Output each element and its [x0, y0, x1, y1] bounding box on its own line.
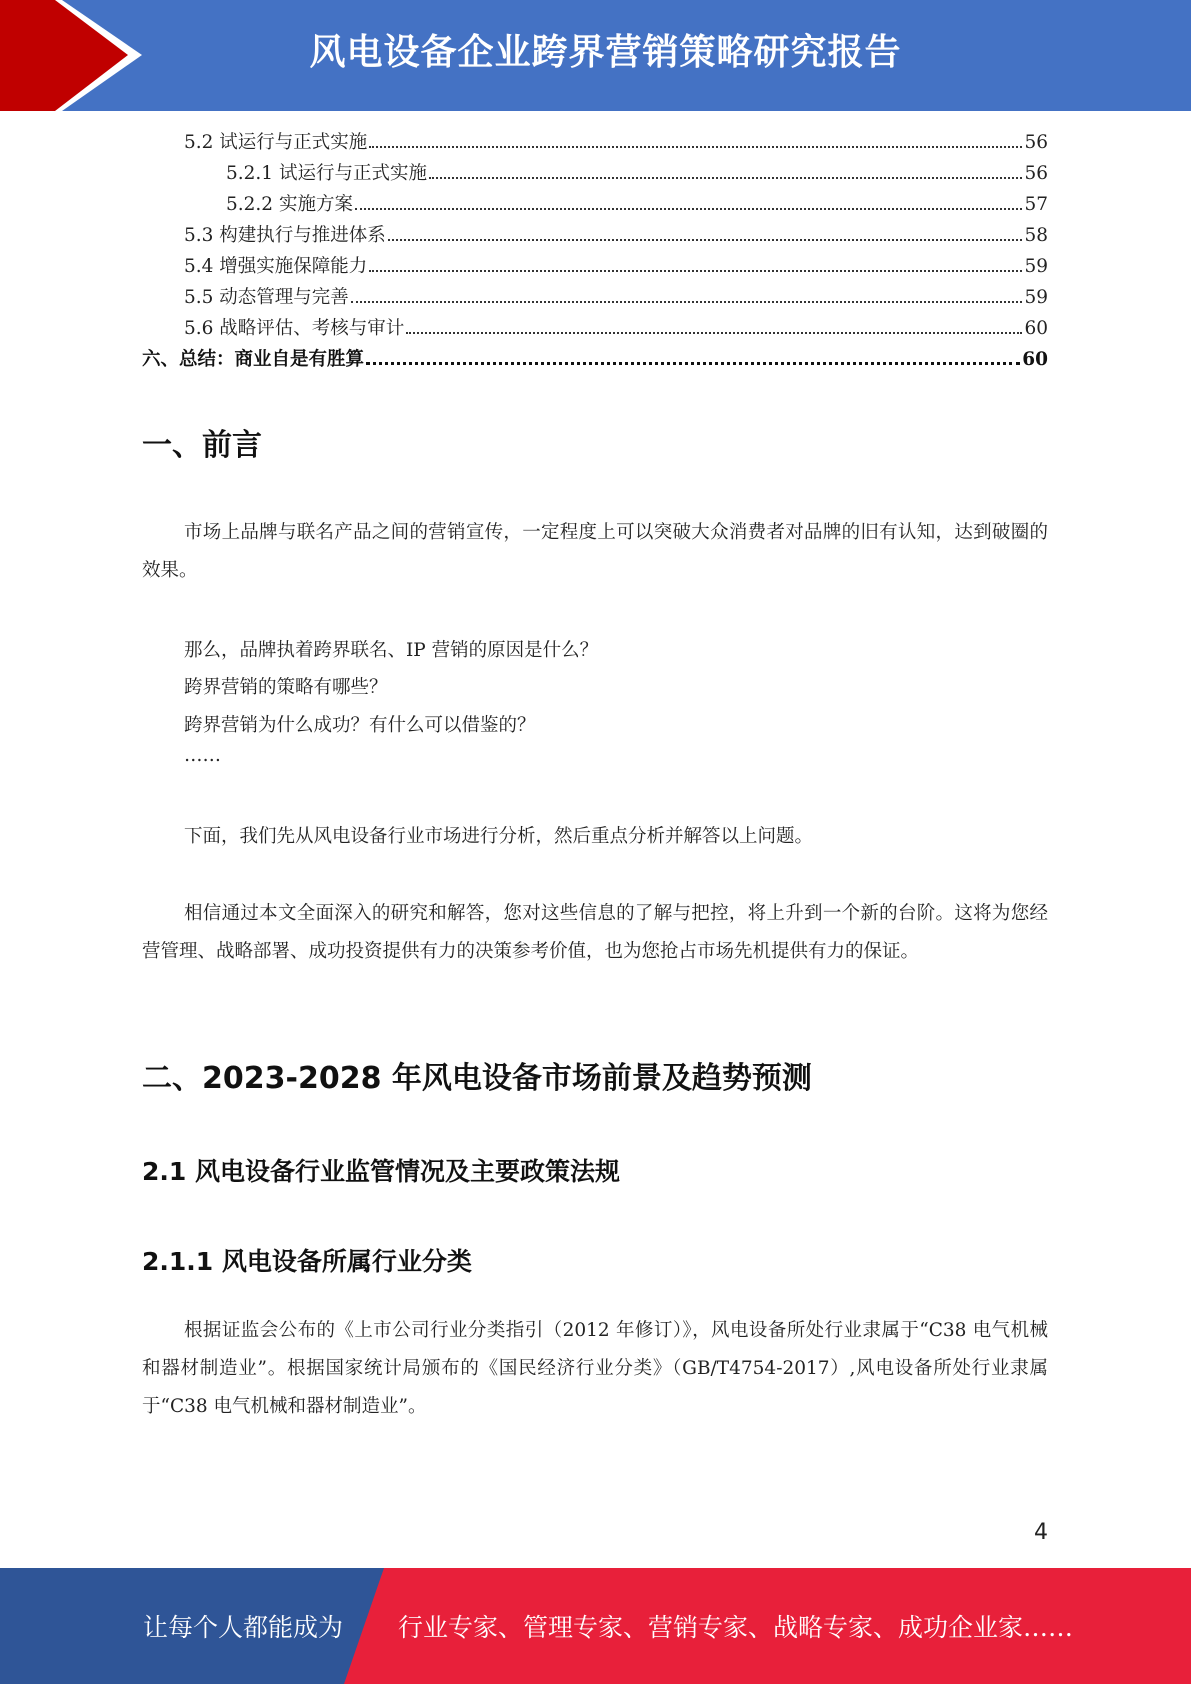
classification-paragraph: 根据证监会公布的《上市公司行业分类指引（2012 年修订）》，风电设备所处行业隶属于“C38 电气机械和器材制造业”。根据国家统计局颁布的《国民经济行业分类》（GB/T4754-2017）,风电设备所处行业隶属于“C38 电气机械和器材制造业”。 [142, 1320, 1048, 1417]
report-title: 风电设备企业跨界营销策略研究报告 [309, 32, 902, 73]
subsection-heading-2-1-1: 2.1.1 风电设备所属行业分类 [142, 1247, 472, 1276]
toc-entry[interactable] [142, 345, 1048, 376]
toc-page-number: 56 [1024, 132, 1048, 153]
footer-slogan-right: 行业专家、管理专家、营销专家、战略专家、成功企业家…… [398, 1613, 1074, 1642]
toc-dot-leader [388, 239, 1023, 241]
toc-entry[interactable] [142, 128, 1048, 159]
section-heading-market: 二、2023-2028 年风电设备市场前景及趋势预测 [142, 1061, 812, 1096]
toc-page-number: 59 [1024, 256, 1048, 277]
toc-dot-leader [429, 177, 1022, 179]
toc-entry[interactable] [142, 159, 1048, 190]
table-of-contents [142, 128, 1048, 376]
page-number: 4 [1034, 1520, 1048, 1545]
preface-paragraph-2: 下面，我们先从风电设备行业市场进行分析，然后重点分析并解答以上问题。 [184, 826, 814, 847]
toc-dot-leader [351, 301, 1023, 303]
toc-page-number: 59 [1024, 287, 1048, 308]
preface-paragraph-1: 市场上品牌与联名产品之间的营销宣传，一定程度上可以突破大众消费者对品牌的旧有认知，达到破圈的效果。 [142, 522, 1048, 581]
page-header [0, 0, 1191, 111]
toc-page-number: 56 [1024, 163, 1048, 184]
toc-dot-leader [406, 332, 1022, 334]
ellipsis-text: …… [184, 745, 221, 766]
toc-entry-title: 5.2.1 试运行与正式实施 [226, 163, 427, 184]
preface-paragraph-3: 相信通过本文全面深入的研究和解答，您对这些信息的了解与把控，将上升到一个新的台阶。这将为您经营管理、战略部署、成功投资提供有力的决策参考价值，也为您抢占市场先机提供有力的保证。 [142, 903, 1048, 962]
toc-entry-title: 六、总结：商业自是有胜算 [142, 349, 365, 370]
toc-entry[interactable] [142, 283, 1048, 314]
question-3: 跨界营销为什么成功？有什么可以借鉴的？ [184, 715, 536, 736]
toc-entry-title: 5.2.2 实施方案 [226, 194, 353, 215]
subsection-heading-2-1: 2.1 风电设备行业监管情况及主要政策法规 [142, 1157, 620, 1186]
toc-entry[interactable] [142, 190, 1048, 221]
toc-entry-title: 5.3 构建执行与推进体系 [184, 225, 386, 246]
toc-entry-title: 5.4 增强实施保障能力 [184, 256, 368, 277]
toc-dot-leader [355, 208, 1023, 210]
toc-entry[interactable] [142, 252, 1048, 283]
question-2: 跨界营销的策略有哪些？ [184, 677, 388, 698]
toc-entry-title: 5.5 动态管理与完善 [184, 287, 349, 308]
header-arrow-decoration [0, 0, 160, 111]
toc-entry-title: 5.2 试运行与正式实施 [184, 132, 368, 153]
footer-slogan-left: 让每个人都能成为 [143, 1613, 344, 1642]
page-footer [0, 1568, 1191, 1684]
question-1: 那么，品牌执着跨界联名、IP 营销的原因是什么？ [184, 640, 599, 661]
toc-dot-leader [369, 270, 1022, 272]
section-heading-preface: 一、前言 [142, 428, 262, 463]
toc-page-number: 58 [1024, 225, 1048, 246]
toc-dot-leader [369, 146, 1022, 148]
toc-page-number: 60 [1024, 318, 1048, 339]
toc-entry[interactable] [142, 314, 1048, 345]
toc-entry[interactable] [142, 221, 1048, 252]
toc-page-number: 57 [1024, 194, 1048, 215]
toc-page-number: 60 [1022, 349, 1048, 370]
toc-entry-title: 5.6 战略评估、考核与审计 [184, 318, 405, 339]
toc-dot-leader [366, 362, 1020, 365]
